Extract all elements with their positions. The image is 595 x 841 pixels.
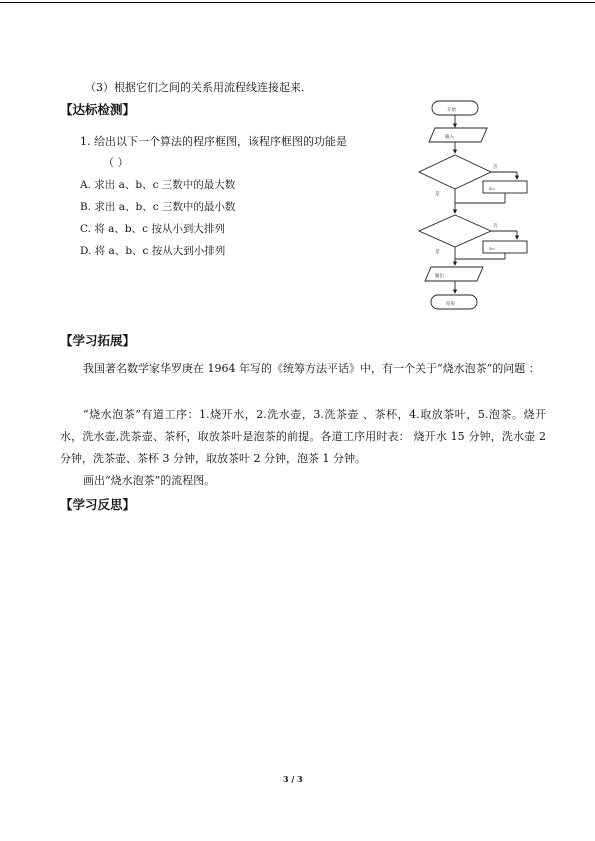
flowchart-no-label-2: 否: [493, 224, 498, 229]
page-number: 3 / 3: [283, 774, 303, 784]
section-heading-reflection: 【学习反思】: [60, 497, 136, 512]
flowchart-assign-label-2: a=: [489, 247, 496, 252]
flowchart-decision-2: [419, 215, 491, 247]
option-b: B. 求出 a、b、c 三数中的最小数: [80, 201, 236, 213]
section-heading-assessment: 【达标检测】: [60, 102, 136, 117]
section-heading-extension: 【学习拓展】: [60, 333, 136, 348]
extension-paragraph-3: 画出“烧水泡茶”的流程图。: [83, 474, 216, 487]
flowchart-figure: [405, 95, 530, 317]
extension-paragraph-1: 我国著名数学家华罗庚在 1964 年写的《统筹方法平话》中，有一个关于“烧水泡茶”的问题 ：: [83, 362, 540, 375]
option-d: D. 将 a、b、c 按从大到小排列: [80, 245, 226, 257]
flowchart-output-parallelogram: [425, 267, 483, 281]
step-3-text: （3）根据它们之间的关系用流程线连接起来.: [85, 81, 305, 94]
question-1-blank: （ ）: [103, 156, 129, 169]
question-1-stem: 1. 给出以下一个算法的程序框图，该程序框图的功能是: [80, 135, 347, 148]
flowchart-yes-label-2: 是: [435, 250, 440, 255]
header-rule: [0, 2, 595, 3]
extension-paragraph-2: “烧水泡茶”有道工序：1.烧开水，2.洗水壶，3.洗茶壶 、茶杯，4.取放茶叶，5.泡茶。烧开水，洗水壶,洗茶壶、茶杯，取放茶叶是泡茶的前提。各道工序用时表： 烧开水 15 分钟，洗水壶 2 分钟，洗茶壶、茶杯 3 分钟，取放茶叶 2 分钟，泡茶 1 分钟。: [60, 408, 546, 465]
flowchart-assign-label-1: a=: [489, 187, 496, 192]
flowchart-input-parallelogram: [429, 128, 487, 142]
flowchart-no-label-1: 否: [493, 165, 498, 170]
flowchart-output-label: 输出: [435, 274, 444, 279]
flowchart-start-label: 开始: [447, 108, 456, 113]
option-a: A. 求出 a、b、c 三数中的最大数: [80, 179, 236, 191]
flowchart-yes-label-1: 是: [435, 192, 440, 197]
option-c: C. 将 a、b、c 按从小到大排列: [80, 223, 225, 235]
flowchart-input-label: 输入: [445, 135, 454, 140]
flowchart-end-label: 结束: [446, 302, 455, 307]
flowchart-decision-1: [419, 155, 491, 189]
